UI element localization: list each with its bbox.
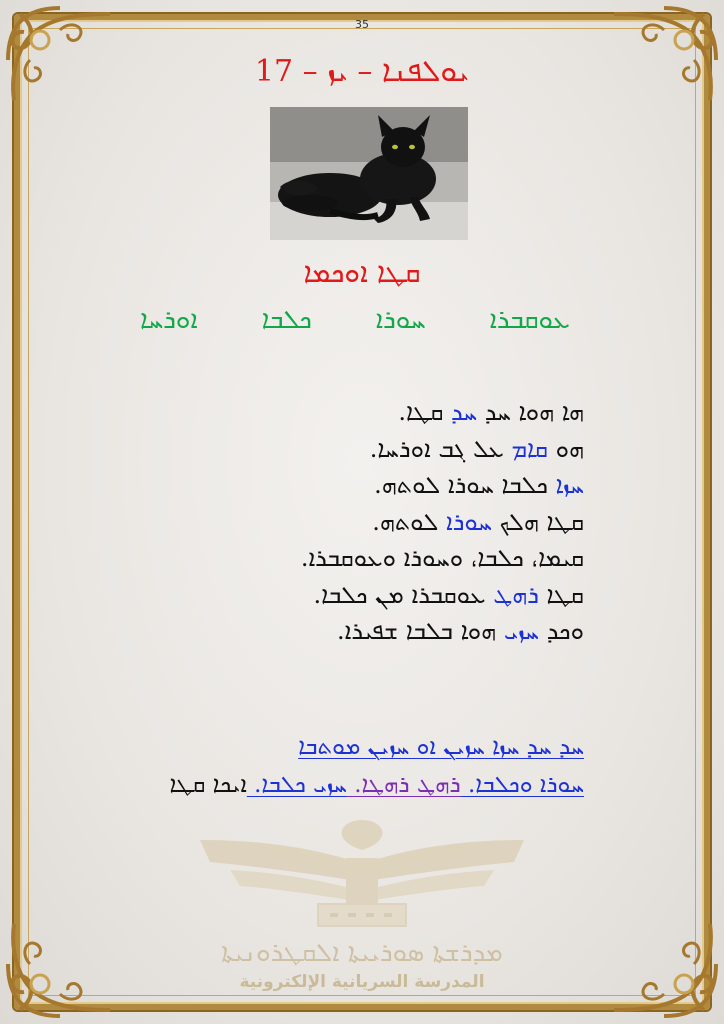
sentence-line bbox=[124, 613, 584, 650]
main-word-heading: ܩܛܐ ܐܘܟܡܐ bbox=[303, 256, 421, 289]
highlighted-word: ܚܙܝ bbox=[503, 617, 540, 645]
school-name-arabic-watermark: المدرسة السريانية الإلكترونية bbox=[239, 972, 485, 992]
sentence-line bbox=[124, 431, 584, 468]
sentence-line bbox=[124, 394, 584, 431]
text-run: ܥܠ ܓܒ ܐܘܪܚܐ. bbox=[369, 434, 512, 463]
highlighted-word: ܚܕ ܚܕ ܚܙܐ ܚܙܝܢ ܐܘ ܚܙܝܢ ܡܘܬܒܐ bbox=[298, 734, 584, 760]
text-run: ܗܘ bbox=[547, 434, 584, 463]
sentence-line bbox=[124, 540, 584, 577]
sentence-line bbox=[124, 577, 584, 614]
summary-line bbox=[114, 766, 584, 804]
vocab-word: ܚܘܪܐ bbox=[375, 305, 426, 335]
reading-sentences bbox=[124, 394, 584, 650]
highlighted-word: ܚܕ bbox=[451, 398, 478, 426]
text-run: ܐܝܟܐ ܩܛܐ bbox=[169, 772, 247, 798]
winged-emblem-watermark-icon bbox=[190, 800, 534, 950]
text-run: ܩܛܐ. bbox=[398, 398, 452, 426]
text-run: ܥܘܩܒܪܐ ܡܢ ܟܠܒܐ. bbox=[313, 580, 494, 609]
school-name-syriac-watermark: ܡܕܪܫܬܐ ܣܘܪܝܝܬܐ ܐܠܩܛܪܘܢܝܬܐ bbox=[221, 938, 503, 968]
summary-lines bbox=[114, 728, 584, 804]
vocab-word: ܐܘܪܚܐ bbox=[140, 305, 198, 335]
highlighted-word: ܚܙܐ bbox=[555, 471, 584, 499]
highlighted-word: ܩܐܡ bbox=[511, 434, 548, 463]
sentence-line bbox=[124, 467, 584, 504]
summary-line bbox=[114, 728, 584, 766]
lesson-title: ܝܘܠܦܢܐ – ܝܙ – 17 bbox=[254, 54, 470, 89]
text-run: ܩܝܡܐ، ܟܠܒܐ، ܘܚܘܪܐ ܘܥܘܩܒܪܐ. bbox=[300, 544, 584, 572]
highlighted-word: ܚܘܪܐ bbox=[445, 507, 493, 536]
vocab-word: ܥܘܩܒܪܐ bbox=[489, 305, 570, 335]
black-cat-photo bbox=[270, 107, 468, 240]
highlighted-word: ܚܘܪܐ ܘܟܠܒܐ. bbox=[460, 772, 584, 798]
text-run: ܗܘܐ ܒܠܒܐ ܫܦܝܪܐ. bbox=[337, 617, 504, 645]
highlighted-word: ܪܗܛ bbox=[493, 580, 539, 609]
vocabulary-row bbox=[140, 305, 570, 336]
text-run: ܗܐ ܗܘܐ ܚܕ bbox=[477, 398, 584, 426]
text-run: ܩܛܐ bbox=[538, 580, 584, 609]
text-run: ܘܟܕ bbox=[539, 617, 584, 645]
vocab-word: ܟܠܒܐ bbox=[261, 305, 312, 335]
page-number: 35 bbox=[355, 18, 369, 31]
text-run: ܩܛܐ ܗܠܟ bbox=[492, 507, 584, 536]
sentence-line bbox=[124, 504, 584, 541]
text-run: ܟܠܒܐ ܚܘܪܐ ܠܘܬܗ. bbox=[374, 471, 556, 499]
text-run: ܠܘܬܗ. bbox=[372, 507, 446, 536]
highlighted-word: ܪܗܛ ܪܗܛܐ. bbox=[346, 772, 461, 798]
highlighted-word: ܚܙܝ ܟܠܒܐ. bbox=[246, 772, 347, 798]
